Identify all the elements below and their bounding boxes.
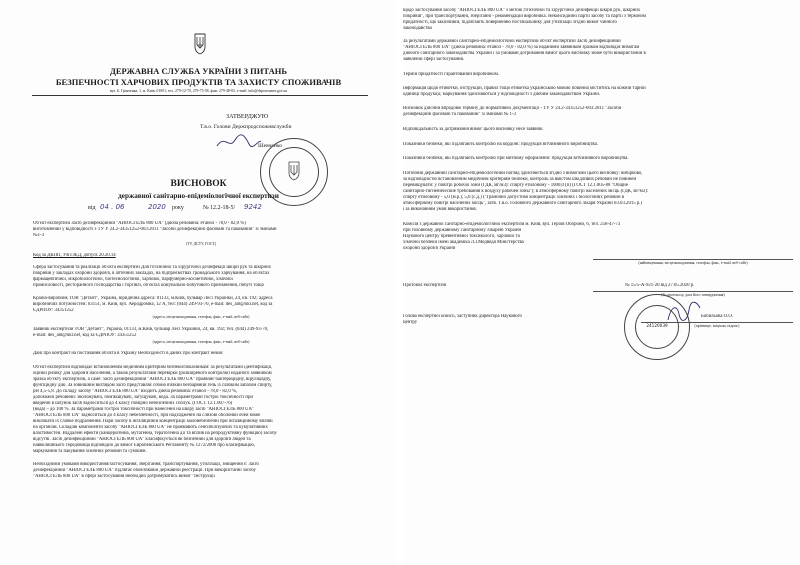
monitoring-line: і за виконанням умов використання. <box>403 207 477 212</box>
header-divider <box>32 95 368 96</box>
border-control: Показники безпеки, які підлягають контролю на кордоні: продукція вітчизняного виробництва. <box>403 142 598 147</box>
conditions-line: Необхідними умовами використання/застосування, зберігання, транспортування, утилізації, знищення є: Засіб <box>33 462 259 467</box>
manufacturer-line: виробничих потужностей: 03151, м. Київ, вул. Аеродромна, 12 А, тел: (044) 249-93-70, e-mail: des_ant@ukr.net, код за <box>33 302 273 307</box>
scope-line: промисловості, ресторанного господарства і торгівлі, об'єктах комунально-побутового призначення, побуті тощо <box>33 283 264 288</box>
customs-control: Показники безпеки, які підлягають контролю при митному оформленні: продукція вітчизняного виробництва. <box>403 156 629 161</box>
effects-line: введенні в шлунок засіб відноситься до 4 класу помірно небезпечних сполук. (ГОСТ 12.1.007-76) <box>33 401 233 406</box>
effects-line: навколишнього середовища відповідно до вимог Європейського Регламенту № 1272/2008 про класифікацію, <box>33 443 255 448</box>
applicant-line: e-mail: des_ant@ukr.net, код за ЄДРПОУ: 34351252 <box>33 333 137 338</box>
head-name: Бобильова О.О. <box>701 314 733 319</box>
validity-line: дезінфекційні фасовані та пакований" зі змінами № 1-3 <box>403 112 516 117</box>
coat-of-arms-icon <box>194 33 206 55</box>
effects-line: властивостей. Віддалені ефекти (канцерогенна, мутагенна, тератогенна дії та вплив на репродуктивну функцію) засобу <box>33 431 277 436</box>
commission-underline <box>593 259 793 260</box>
effects-line: фунгіцидну дію. За зовнішнім виглядом засіб представляє собою в'язкий безбарвний гель із слабким запахом спирту, <box>33 383 273 388</box>
stamp-trident-icon <box>288 161 300 181</box>
date-handwritten: 04 . 06 <box>100 203 125 211</box>
protocol-label: Протокол експертизи <box>403 283 447 288</box>
manufacturer-line: Країна-виробник ТОВ "Детант", Україна, юридична адреса: 01133, м.Київ, бульвар Лесі Українки, 24, кв. 192; адреса <box>33 296 273 301</box>
effects-line: зразка об'єкту експертизи, а саме: засіб дезінфекційний "АНІОСГЕЛЬ 800 UA" проявляє бактерицидну, віруліцидну, <box>33 377 272 382</box>
approved-position: Т.в.о. Голови Держпродспоживслужби <box>200 124 292 130</box>
scope-line: покривів у закладах охорони здоров'я, в аптечних закладах, на підприємствах громадського харчування, на об'єктах <box>33 271 270 276</box>
document-subtitle: державної санітарно-епідеміологічної експертизи <box>118 192 279 200</box>
effects-line: (вода) – до 100 %. За параметрами гострої токсичності при нанесенні на шкіру засіб "АНІОСГЕЛЬ 800 UA" <box>33 407 254 412</box>
shelf-life: Термін придатності гарантований виробником. <box>403 72 499 77</box>
validity-line: Висновок дійсний впродовж терміну дії нормативної документації - ТУ У 24.2-34351252-003:2011 "Засоби <box>403 106 622 111</box>
stamp-number: 24120039 <box>646 323 668 328</box>
approved-label: ЗАТВЕРДЖУЮ <box>226 113 269 120</box>
scope-line: Сфера застосування та реалізації об'єкта експертизи Для гігієнічної та хірургічної дезінфекції шкіри рук та шкірних <box>33 265 272 270</box>
agency-name-line2: БЕЗПЕЧНОСТІ ХАРЧОВИХ ПРОДУКТІВ ТА ЗАХИСТУ СПОЖИВАЧІВ <box>55 77 342 87</box>
monitoring-line: Поточний державний санітарно-епідеміологічний нагляд здійснюється згідно з вимогами цього висновку: вибірково, <box>403 171 643 176</box>
effects-line: викликати їх слабке подразнення. Пари засобу в інгаляційній концентрації малонебезпечні при інгаляційному впливі <box>33 419 273 424</box>
label-line: одиниці продукції; маркування здійснюються у відповідності з діючим законодавством України. <box>403 92 601 97</box>
monitoring-line: за відповідністю встановленим медичним критеріям безпеки, контроль за вмістом шкідливих речовин не повинен <box>403 177 637 182</box>
manufacturer-line: ЄДРПОУ: 34351252 <box>33 308 74 313</box>
head-note: (прізвище, ініціали, підпис) <box>694 324 740 328</box>
monitoring-line: санитарно-гигиенические требования к воздуху рабочей зоны"); в атмосферному повітрі населених місць (ГДК, мг/м3): <box>403 189 649 194</box>
applicant-line: Заявник експертизи ТОВ "Детант", Україна, 01133, м.Київ, бульвар Лесі Українки, 24, кв. 192; тел. (044) 249-93-70, <box>33 327 269 332</box>
monitoring-line: спирту етиловому - 5,0 (м.р.), 5,0 (с.д.) ("Гранично допустимі концентрації хімічних і біологічних речовин в <box>403 195 625 200</box>
agency-address: вул. Б. Грінченка, 1, м. Київ, 01001, тел. 279-12-70, 279-75-58, факс 279-48-83, e-mail: info@dsponsumer.gov.ua <box>109 89 288 93</box>
commission-line: Наукового центру превентивної токсикології, харчової та <box>403 234 520 239</box>
responsibility: Відповідальність за дотримання вимог цього висновку несе заявник. <box>403 127 544 132</box>
usage-line: законодавства <box>403 26 432 31</box>
agency-name-line1: ДЕРЖАВНА СЛУЖБА УКРАЇНИ З ПИТАНЬ <box>110 66 287 76</box>
effects-line: оцінки ризику для здоров'я населення, а також результатами перевірки (розширеного контролю) наданого заявником <box>33 371 272 376</box>
results-line: заявленій сфері застосування. <box>403 57 465 62</box>
product-codes: Код за ДКПП, УКТЗЕД, допуск 20.20.14 <box>33 253 116 258</box>
scope-line: фармацевтичної, мікробіологічної, біотехнологічної, харчової, парфумерно-косметичної, хімічної <box>33 277 233 282</box>
commission-line: Комісія з державної санітарно-епідеміологічної експертизи м. Київ, вул. Героїв Оборони, 6, тел. 258-47-73 <box>403 222 621 227</box>
protocol-note: (№ протоколу, дата його затвердження) <box>661 293 725 297</box>
effects-line: на організм. Складові компоненти засобу "АНІОСГЕЛЬ 800 UA" не проявляють сенсибілізуючих та кумулятивних <box>33 425 268 430</box>
approved-name: Шевченко <box>258 143 283 149</box>
conclusion-page-2 <box>403 0 800 565</box>
effects-line: допоміжні речовини: зволожувачі, пом'якшувачі, загущувачі, вода. За параметрами гострої токсичності при <box>33 395 253 400</box>
applicant-note: (адреса, місцезнаходження, телефон, факс, e-mail, веб-сайт) <box>152 340 250 344</box>
results-line: діючого санітарного законодавства України і за умовами дотримання вимог цього висновку може бути використаний в <box>403 51 646 56</box>
year-suffix: року <box>172 205 184 211</box>
date-label: від <box>88 205 96 211</box>
head-line: центру <box>403 320 418 325</box>
commission-line: охорони здоров'я України <box>403 246 456 251</box>
results-line: За результатами державної санітарно-епідеміологічної експертизи об'єкт експертизи Засіб дезінфекційний <box>403 39 621 44</box>
monitoring-line: атмосферному повітрі населених місць", затв. Т.в.о. Головного державного санітарного лікаря України 03.03.2015 р.) <box>403 201 643 206</box>
results-line: "АНІОСГЕЛЬ 800 UA" (діюча речовина: етанол - 78,0 - 82,0 %) за наданими заявником зразком відповідає вимогам <box>403 45 640 50</box>
protocol-underline <box>593 291 793 292</box>
contract-line: Дані про контракт на постачання об'єкта в Україну Необхідності в даних про контракт немає <box>33 351 223 356</box>
manufacturer-note: (адреса, місцезнаходження, телефон, факс, e-mail, веб-сайт) <box>152 315 250 319</box>
signature-approver <box>215 132 263 152</box>
monitoring-line: перевищувати: у повітрі робочої зони (ГДК, мг/м3): спирту етиловому - 1000,0 (п) (ГОСТ 12.1.005-88 "Общие <box>403 183 628 188</box>
object-line: виготовлений у відповідності з ТУ У 24.2-34351252-003:2011 "Засоби дезінфекційні фасовані та пакований" зі змінами <box>33 227 277 232</box>
effects-line: "АНІОСГЕЛЬ 800 UA" відноситься до 4 класу небезпечності, при надходженні на слизові оболонки очей може <box>33 413 261 418</box>
number-handwritten: 9242 <box>244 203 262 211</box>
usage-line: придатності, що закінчився, підлягають поверненню постачальнику для утилізації згідно вимог чинного <box>403 20 617 25</box>
commission-stamp <box>624 294 690 360</box>
number-prefix: № <box>203 205 209 211</box>
usage-line: покривів", при транспортуванні, зберіганні - рекомендацій виробника. Неконсидийні партії засобу та партії з терміном <box>403 14 646 19</box>
conditions-line: "АНІОСГЕЛЬ 800 UA" в сфері застосування необхідно дотримуватись вимог "Інструкції <box>33 474 215 479</box>
year-handwritten: 2020 <box>148 203 166 211</box>
object-note: (ТУ, ДСТУ, ГОСТ) <box>186 242 216 246</box>
commission-line: при головному державному санітарному лікарені України <box>403 228 522 233</box>
conclusion-page-1 <box>0 0 397 565</box>
head-line: Голова експертної комісії, заступник директора Наукового <box>403 314 522 319</box>
commission-note: (найменування, місцезнаходження, телефон, факс, e-mail, веб-сайт) <box>638 261 748 265</box>
effects-line: рН 4,5-5,8. До складу засобу "АНІОСГЕЛЬ 800 UA" входить діюча речовина: етанол - 78,0 - 82,0 %, <box>33 389 238 394</box>
object-line: №1-3 <box>33 233 44 238</box>
conditions-line: дезінфекційний "АНІОСГЕЛЬ 800 UA" підлягає обов'язковій державній реєстрації. При використанні засобу <box>33 468 257 473</box>
usage-line: щодо застосування засобу "АНІОСГЕЛЬ 800 UA" з метою гігієнічної та хірургічної дезінфекції шкіри рук, шкірних <box>403 8 641 13</box>
document-title: ВИСНОВОК <box>170 179 227 189</box>
protocol-value: № 15/5-А-921-20 від 27.05.2020 р. <box>625 283 695 288</box>
effects-line: Об'єкт експертизи відповідає встановленим медичним критеріям безпеки/показникам: за результатами ідентифікації, <box>33 365 273 370</box>
effects-line: відсутні. Засіб дезінфекційний "АНІОСГЕЛЬ 800 UA" класифікується як безпечний для здоров'я людей та <box>33 437 251 442</box>
object-line: Об'єкт експертизи Засіб дезінфекційний "АНІОСГЕЛЬ 800 UA" (діюча речовина: етанол - 78,0 - 82,0 %) <box>33 221 246 226</box>
label-line: Інформація щодо етикетки, інструкцій, правил тощо етикетка українською мовою повинна міститись на кожній тарній <box>403 86 646 91</box>
number-printed: 12.2-18-5/ <box>210 205 236 211</box>
commission-line: хімічної безпеки імені академіка Л.І.Медведя Міністерства <box>403 240 524 245</box>
effects-line: маркування та пакування хімічних речовин та сумішей. <box>33 449 147 454</box>
